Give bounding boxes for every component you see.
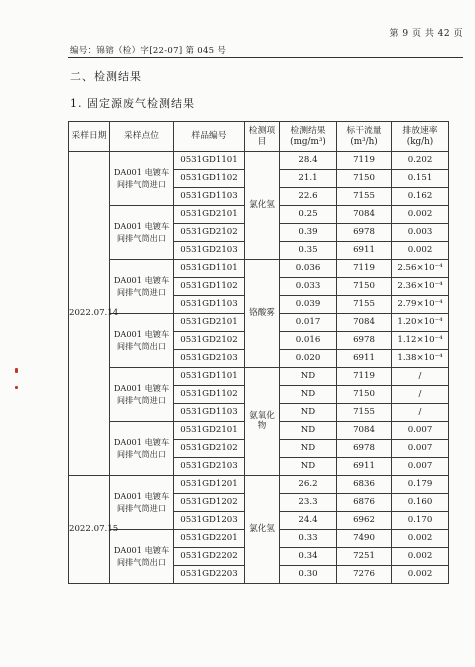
emission-results-table	[68, 121, 449, 584]
result-value: 0.020	[280, 350, 337, 368]
result-value: ND	[280, 440, 337, 458]
header-rate	[392, 122, 449, 152]
flow-value: 6978	[337, 440, 392, 458]
header-result	[280, 122, 337, 152]
flow-value: 6978	[337, 332, 392, 350]
result-value: 0.33	[280, 530, 337, 548]
sampling-point: DA001 电镀车间排气筒进口	[110, 152, 174, 206]
header-rate-name: 排放速率	[402, 126, 438, 137]
result-value: 28.4	[280, 152, 337, 170]
table-row	[69, 476, 449, 494]
sampling-date: 2022.07.15	[69, 476, 110, 584]
rate-value: /	[392, 368, 449, 386]
sampling-point: DA001 电镀车间排气筒进口	[110, 368, 174, 422]
header-sample-id: 样品编号	[174, 122, 245, 152]
result-value: 0.30	[280, 566, 337, 584]
flow-value: 6911	[337, 242, 392, 260]
result-value: ND	[280, 422, 337, 440]
rate-value: 1.20×10⁻⁴	[392, 314, 449, 332]
flow-value: 6911	[337, 350, 392, 368]
sample-id: 0531GD1102	[174, 278, 245, 296]
header-result-unit: (mg/m³)	[290, 136, 326, 147]
sample-id: 0531GD2103	[174, 242, 245, 260]
rate-value: 0.162	[392, 188, 449, 206]
sampling-point: DA001 电镀车间排气筒进口	[110, 260, 174, 314]
header-sampling-point: 采样点位	[110, 122, 174, 152]
header-rule	[68, 57, 463, 58]
flow-value: 6876	[337, 494, 392, 512]
rate-value: 0.151	[392, 170, 449, 188]
result-value: 0.016	[280, 332, 337, 350]
header-rate-unit: (kg/h)	[406, 136, 434, 147]
sampling-point: DA001 电镀车间排气筒出口	[110, 530, 174, 584]
result-value: 24.4	[280, 512, 337, 530]
subsection-title: 1. 固定源废气检测结果	[70, 97, 195, 110]
sample-id: 0531GD2102	[174, 332, 245, 350]
flow-value: 7155	[337, 404, 392, 422]
result-value: ND	[280, 386, 337, 404]
rate-value: 2.36×10⁻⁴	[392, 278, 449, 296]
result-value: 0.39	[280, 224, 337, 242]
sampling-point: DA001 电镀车间排气筒出口	[110, 422, 174, 476]
rate-value: 2.79×10⁻⁴	[392, 296, 449, 314]
sample-id: 0531GD1101	[174, 260, 245, 278]
table-row	[69, 368, 449, 386]
flow-value: 7119	[337, 152, 392, 170]
header-date: 采样日期	[69, 122, 110, 152]
result-value: 0.033	[280, 278, 337, 296]
test-item: 铬酸雾	[245, 260, 280, 368]
header-test-item: 检测项目	[245, 122, 280, 152]
result-value: ND	[280, 368, 337, 386]
sampling-date: 2022.07.14	[69, 152, 110, 476]
sample-id: 0531GD2103	[174, 350, 245, 368]
table-row	[69, 260, 449, 278]
flow-value: 7490	[337, 530, 392, 548]
sample-id: 0531GD1203	[174, 512, 245, 530]
section-title: 二、检测结果	[70, 70, 142, 83]
flow-value: 7155	[337, 296, 392, 314]
sample-id: 0531GD1103	[174, 188, 245, 206]
flow-value: 7084	[337, 422, 392, 440]
rate-value: 0.170	[392, 512, 449, 530]
sample-id: 0531GD1102	[174, 170, 245, 188]
test-item: 氯化氢	[245, 152, 280, 260]
page-number: 第 9 页 共 42 页	[389, 29, 463, 39]
rate-value: 0.002	[392, 548, 449, 566]
header-result-name: 检测结果	[290, 126, 326, 137]
rate-value: 0.002	[392, 206, 449, 224]
header-flow-name: 标干流量	[346, 126, 382, 137]
sample-id: 0531GD2102	[174, 224, 245, 242]
sample-id: 0531GD2202	[174, 548, 245, 566]
sample-id: 0531GD1103	[174, 296, 245, 314]
rate-value: 0.179	[392, 476, 449, 494]
result-value: 0.25	[280, 206, 337, 224]
sample-id: 0531GD2102	[174, 440, 245, 458]
flow-value: 6836	[337, 476, 392, 494]
flow-value: 6911	[337, 458, 392, 476]
rate-value: 0.202	[392, 152, 449, 170]
flow-value: 7251	[337, 548, 392, 566]
margin-mark	[15, 386, 18, 389]
rate-value: 0.007	[392, 458, 449, 476]
sample-id: 0531GD2101	[174, 206, 245, 224]
result-value: 21.1	[280, 170, 337, 188]
test-item: 氨氧化物	[245, 368, 280, 476]
flow-value: 7119	[337, 368, 392, 386]
rate-value: /	[392, 386, 449, 404]
result-value: 0.34	[280, 548, 337, 566]
flow-value: 7150	[337, 278, 392, 296]
document-number: 编号：锦镕（检）字[22-07] 第 045 号	[70, 46, 227, 56]
header-flow	[337, 122, 392, 152]
rate-value: 0.007	[392, 422, 449, 440]
sample-id: 0531GD1101	[174, 368, 245, 386]
flow-value: 6978	[337, 224, 392, 242]
sampling-point: DA001 电镀车间排气筒出口	[110, 206, 174, 260]
result-value: 0.039	[280, 296, 337, 314]
result-value: ND	[280, 458, 337, 476]
rate-value: 0.003	[392, 224, 449, 242]
sampling-point: DA001 电镀车间排气筒出口	[110, 314, 174, 368]
rate-value: 0.160	[392, 494, 449, 512]
sample-id: 0531GD1101	[174, 152, 245, 170]
rate-value: 1.12×10⁻⁴	[392, 332, 449, 350]
sample-id: 0531GD2103	[174, 458, 245, 476]
flow-value: 7150	[337, 170, 392, 188]
result-value: 0.036	[280, 260, 337, 278]
rate-value: 1.38×10⁻⁴	[392, 350, 449, 368]
rate-value: 0.002	[392, 530, 449, 548]
table-row	[69, 152, 449, 170]
header-flow-unit: (m³/h)	[350, 136, 378, 147]
result-value: 22.6	[280, 188, 337, 206]
result-value: 23.3	[280, 494, 337, 512]
sample-id: 0531GD1201	[174, 476, 245, 494]
flow-value: 7155	[337, 188, 392, 206]
flow-value: 7276	[337, 566, 392, 584]
flow-value: 6962	[337, 512, 392, 530]
result-value: 0.017	[280, 314, 337, 332]
flow-value: 7084	[337, 314, 392, 332]
result-value: 26.2	[280, 476, 337, 494]
result-value: 0.35	[280, 242, 337, 260]
sample-id: 0531GD1102	[174, 386, 245, 404]
flow-value: 7150	[337, 386, 392, 404]
sample-id: 0531GD2203	[174, 566, 245, 584]
flow-value: 7084	[337, 206, 392, 224]
sample-id: 0531GD1103	[174, 404, 245, 422]
rate-value: /	[392, 404, 449, 422]
result-value: ND	[280, 404, 337, 422]
test-item: 氯化氢	[245, 476, 280, 584]
rate-value: 0.007	[392, 440, 449, 458]
rate-value: 0.002	[392, 242, 449, 260]
sample-id: 0531GD1202	[174, 494, 245, 512]
sample-id: 0531GD2101	[174, 422, 245, 440]
rate-value: 2.56×10⁻⁴	[392, 260, 449, 278]
sample-id: 0531GD2201	[174, 530, 245, 548]
rate-value: 0.002	[392, 566, 449, 584]
flow-value: 7119	[337, 260, 392, 278]
table-header-row	[69, 122, 449, 152]
margin-mark	[15, 368, 18, 373]
sample-id: 0531GD2101	[174, 314, 245, 332]
sampling-point: DA001 电镀车间排气筒进口	[110, 476, 174, 530]
